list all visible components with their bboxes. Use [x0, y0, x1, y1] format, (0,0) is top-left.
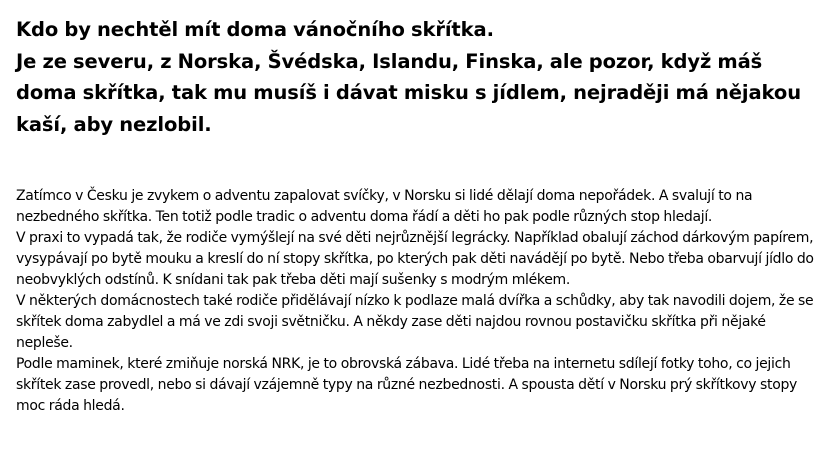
paragraph-3: V některých domácnostech také rodiče přidělávají nízko k podlaze malá dvířka a schůdky, aby tak navodili dojem, že se skřítek doma zabydlel a má ve zdi svoji světničku. A někdy zase děti najdou rovnou postavičku skřítka při nějaké nepleše. — [16, 293, 814, 351]
paragraph-2: V praxi to vypadá tak, že rodiče vymýšlejí na své děti nejrůznější legrácky. Například obalují záchod dárkovým papírem, vysypávají po bytě mouku a kreslí do ní stopy skřítka, po kterých pak děti navádějí po bytě. Nebo třeba obarvují jídlo do neobvyklých odstínů. K snídani tak pak třeba děti mají sušenky s modrým mlékem. — [16, 230, 814, 288]
headline-line-1: Kdo by nechtěl mít doma vánočního skřítka. — [16, 18, 494, 41]
headline-line-2: Je ze severu, z Norska, Švédska, Islandu, Finska, ale pozor, když máš doma skřítka, tak mu musíš i dávat misku s jídlem, nejraději má nějakou kaší, aby nezlobil. — [16, 49, 801, 136]
paragraph-1: Zatímco v Česku je zvykem o adventu zapalovat svíčky, v Norsku si lidé dělají doma nepořádek. A svalují to na nezbedného skřítka. Ten totiž podle tradic o adventu doma řádí a děti ho pak podle různých stop hledají. — [16, 188, 753, 225]
paragraph-4: Podle maminek, které zmiňuje norská NRK, je to obrovská zábava. Lidé třeba na internetu sdílejí fotky toho, co jejich skřítek zase provedl, nebo si dávají vzájemně typy na různé nezbednosti. A spousta dětí v Norsku prý skřítkovy stopy moc ráda hledá. — [16, 356, 798, 414]
article-body — [16, 186, 816, 417]
article — [16, 14, 816, 417]
headline — [16, 14, 816, 140]
